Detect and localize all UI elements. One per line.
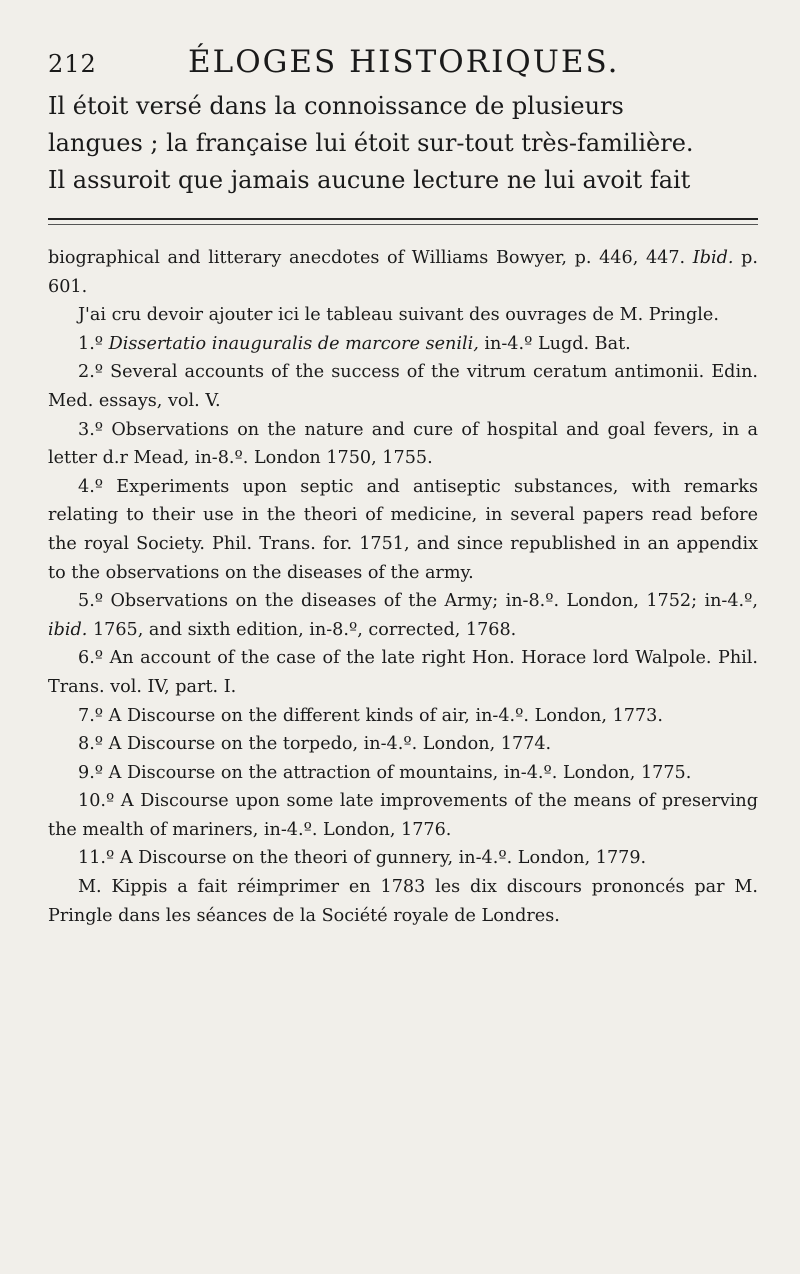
ibid-text: ibid. <box>48 619 88 640</box>
item-details: in-4.º Lugd. Bat. <box>484 333 631 354</box>
ibid-text: Ibid. <box>692 248 734 268</box>
footnote-divider <box>48 218 758 220</box>
item-text: 5.º Observations on the diseases of the Army; in-8.º. London, 1752; in-4.º, <box>78 591 758 612</box>
main-line: langues ; la française lui étoit sur-tout très-familière. <box>48 129 694 157</box>
work-item-7: 7.º A Discourse on the different kinds of air, in-4.º. London, 1773. <box>78 705 663 726</box>
main-line: Il assuroit que jamais aucune lecture ne lui avoit fait <box>48 166 691 194</box>
reference-text: biographical and litterary anecdotes of Williams Bowyer, p. 446, 447. <box>48 248 686 268</box>
footnotes <box>48 244 758 930</box>
main-text <box>48 88 758 199</box>
work-item-3: 3.º Observations on the nature and cure of hospital and goal fevers, in a letter d.r Mead, in-8.º. London 1750, 1755. <box>48 419 758 469</box>
work-item-2: 2.º Several accounts of the success of the vitrum ceratum antimonii. Edin. Med. essays, vol. V. <box>48 362 758 411</box>
work-item-6: 6.º An account of the case of the late right Hon. Horace lord Walpole. Phil. Trans. vol. IV, part. I. <box>48 648 758 697</box>
work-item-1 <box>48 330 758 359</box>
page-number: 212 <box>48 50 97 78</box>
work-item-5 <box>48 587 758 644</box>
item-text: 1765, and sixth edition, in-8.º, corrected, 1768. <box>92 619 517 640</box>
item-number: 1.º <box>78 333 104 354</box>
closing-note: M. Kippis a fait réimprimer en 1783 les dix discours prononcés par M. Pringle dans les séances de la Société royale de Londres. <box>48 877 758 926</box>
main-line: Il étoit versé dans la connoissance de plusieurs <box>48 92 624 120</box>
footnote-divider-thin <box>48 224 758 225</box>
reference-page: p. 601. <box>48 248 759 297</box>
reference-note <box>48 244 758 301</box>
work-item-4: 4.º Experiments upon septic and antiseptic substances, with remarks relating to their use in the theori of medicine, in several papers read before the royal Society. Phil. Trans. for. 1751, and since republished in an appendix to the observations on the diseases of the army. <box>48 476 758 583</box>
page-header <box>48 44 758 84</box>
work-item-8: 8.º A Discourse on the torpedo, in-4.º. London, 1774. <box>78 734 552 755</box>
running-title: ÉLOGES HISTORIQUES. <box>188 44 620 80</box>
work-item-9: 9.º A Discourse on the attraction of mountains, in-4.º. London, 1775. <box>78 762 692 783</box>
works-intro: J'ai cru devoir ajouter ici le tableau suivant des ouvrages de M. Pringle. <box>78 305 719 326</box>
work-item-11: 11.º A Discourse on the theori of gunnery, in-4.º. London, 1779. <box>78 848 647 869</box>
work-item-10: 10.º A Discourse upon some late improvements of the means of preserving the mealth of mariners, in-4.º. London, 1776. <box>48 791 758 840</box>
item-title: Dissertatio inauguralis de marcore senili, <box>108 333 479 354</box>
